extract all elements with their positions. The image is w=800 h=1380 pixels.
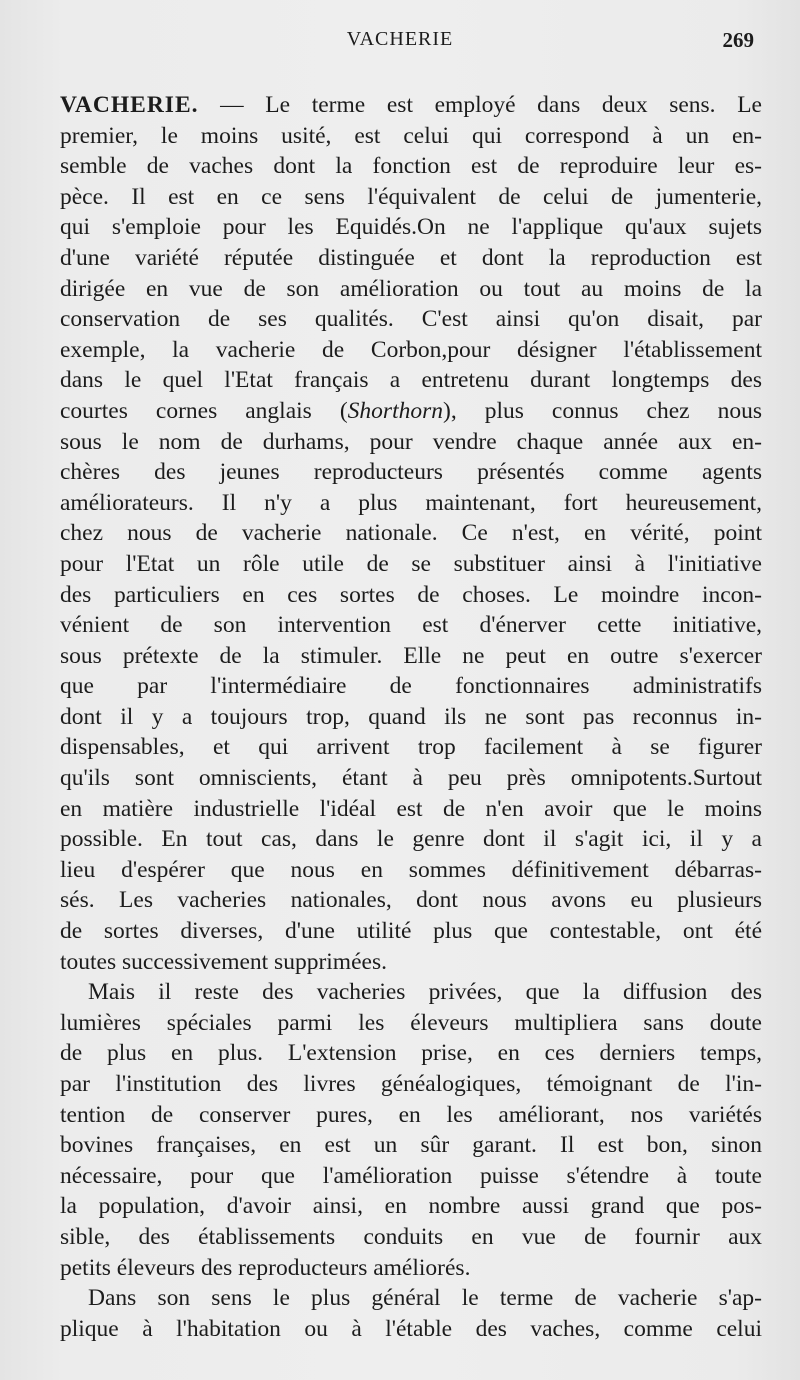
text-line: premier, le moins usité, est celui qui correspond à un en- — [60, 122, 762, 149]
text-line: que par l'intermédiaire de fonctionnaires administratifs — [60, 673, 762, 700]
text-line: sous le nom de durhams, pour vendre chaque année aux en- — [60, 428, 762, 455]
running-head: VACHERIE — [346, 28, 454, 50]
text-line: VACHERIE. — Le terme est employé dans deux sens. Le — [60, 92, 762, 118]
text-line: Mais il reste des vacheries privées, que la diffusion des — [88, 979, 762, 1006]
text-line: par l'institution des livres généalogiques, témoignant de l'in- — [60, 1071, 762, 1097]
text-line: conservation de ses qualités. C'est ainsi qu'on disait, par — [60, 306, 762, 333]
text-line: en matière industrielle l'idéal est de n'en avoir que le moins — [60, 795, 762, 822]
text-line: sous prétexte de la stimuler. Elle ne peut en outre s'exercer — [60, 642, 762, 669]
text-line: possible. En tout cas, dans le genre dont il s'agit ici, il y a — [60, 826, 762, 853]
text-line: nécessaire, pour que l'amélioration puisse s'étendre à toute — [60, 1162, 762, 1189]
text-line: dont il y a toujours trop, quand ils ne sont pas reconnus in- — [60, 703, 762, 730]
text-line: lieu d'espérer que nous en sommes définitivement débarras- — [60, 856, 762, 883]
article-body — [60, 90, 762, 1344]
text-line: d'une variété réputée distinguée et dont la reproduction est — [60, 244, 762, 271]
text-line: pour l'Etat un rôle utile de se substituer ainsi à l'initiative — [60, 550, 762, 577]
text-line: des particuliers en ces sortes de choses. Le moindre incon- — [60, 581, 762, 608]
text-line: chez nous de vacherie nationale. Ce n'est, en vérité, point — [60, 520, 762, 547]
text-line: qui s'emploie pour les Equidés.On ne l'applique qu'aux sujets — [60, 214, 762, 241]
text-line: semble de vaches dont la fonction est de reproduire leur es- — [60, 153, 762, 180]
text-line: pèce. Il est en ce sens l'équivalent de celui de jumenterie, — [60, 183, 762, 210]
headword: VACHERIE. — [60, 92, 199, 118]
text-line: plique à l'habitation ou à l'étable des vaches, comme celui — [60, 1315, 762, 1342]
text-line: Dans son sens le plus général le terme de vacherie s'ap- — [88, 1285, 762, 1312]
text-line: améliorateurs. Il n'y a plus maintenant, fort heureusement, — [60, 489, 762, 516]
text-line: dispensables, et qui arrivent trop facilement à se figurer — [60, 734, 762, 761]
text-line: lumières spéciales parmi les éleveurs multipliera sans doute — [60, 1009, 762, 1036]
text-line: vénient de son intervention est d'énerver cette initiative, — [60, 612, 762, 639]
text-line: exemple, la vacherie de Corbon,pour désigner l'établissement — [60, 336, 762, 363]
text-line: tention de conserver pures, en les améliorant, nos variétés — [60, 1101, 762, 1128]
text-line: bovines françaises, en est un sûr garant. Il est bon, sinon — [60, 1132, 762, 1159]
page-header — [0, 26, 800, 56]
text-line: dans le quel l'Etat français a entretenu durant longtemps des — [60, 367, 762, 394]
text-line: courtes cornes anglais (Shorthorn), plus connus chez nous — [60, 397, 762, 424]
text-line: qu'ils sont omniscients, étant à peu près omnipotents.Surtout — [60, 765, 762, 792]
text-line: chères des jeunes reproducteurs présentés comme agents — [60, 459, 762, 486]
text-line: la population, d'avoir ainsi, en nombre aussi grand que pos- — [60, 1193, 762, 1220]
text-line: petits éleveurs des reproducteurs améliorés. — [60, 1254, 471, 1281]
text-line: de plus en plus. L'extension prise, en ces derniers temps, — [60, 1040, 762, 1067]
text-line: sible, des établissements conduits en vue de fournir aux — [60, 1223, 762, 1250]
text-line: toutes successivement supprimées. — [60, 948, 387, 975]
page-number: 269 — [722, 28, 754, 52]
text-line: dirigée en vue de son amélioration ou tout au moins de la — [60, 275, 762, 302]
text-line: sés. Les vacheries nationales, dont nous avons eu plusieurs — [60, 887, 762, 914]
text-line: de sortes diverses, d'une utilité plus que contestable, ont été — [60, 918, 762, 945]
italic-term: Shorthorn — [347, 397, 443, 424]
